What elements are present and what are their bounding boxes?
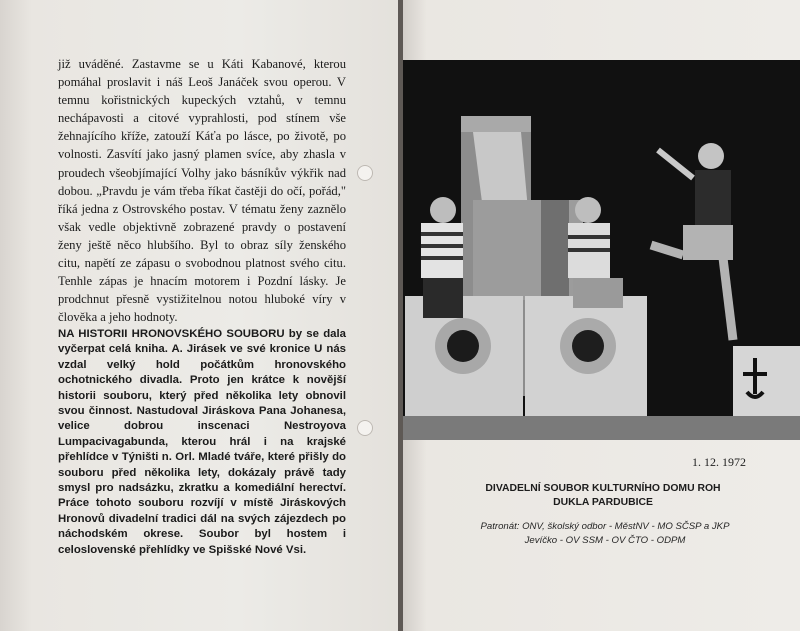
patron-line-1: Patronát: ONV, školský odbor - MěstNV - MO SČSP a JKP <box>480 521 730 532</box>
headline-line-1: DIVADELNÍ SOUBOR KULTURNÍHO DOMU ROH <box>485 483 721 494</box>
headline-line-2: DUKLA PARDUBICE <box>553 497 653 508</box>
performance-date: 1. 12. 1972 <box>692 455 746 469</box>
punch-hole <box>357 420 373 436</box>
stage-scene-image <box>403 60 800 440</box>
patron-line-2: Jevíčko - OV SSM - OV ČTO - ODPM <box>524 534 686 546</box>
left-page <box>0 0 398 631</box>
ensemble-headline <box>453 482 753 510</box>
patronage-note <box>445 520 765 547</box>
stage-photograph <box>403 60 800 440</box>
punch-hole <box>357 165 373 181</box>
body-paragraph-2: NA HISTORII HRONOVSKÉHO SOUBORU by se dala vyčerpat celá kniha. A. Jirásek ve své kronice U nás vzdal velký hold počátkům hronovského ochotnického divadla. Proto jen krátce k novější historii souboru, který před několika lety obnovil svou činnost. Nastudoval Jiráskova Pana Johanesa, velice dobrou inscenaci Nestroyova Lumpacivagabunda, kterou hrál i na krajské přehlídce v Týništi n. Orl. Mladé tváře, které přišly do souboru před několika lety, dokázaly právě tady smysl pro nadsázku, zkratku a komediální herectví. Práce tohoto souboru rozvíjí v místě Jiráskových Hronovů divadelní tradici dál na svých zájezdech po náchodském okrese. Soubor byl hostem i celoslovenské přehlídky ve Spišské Nové Vsi. <box>58 328 346 556</box>
body-paragraph-1: již uváděné. Zastavme se u Káti Kabanové, kterou pomáhal proslavit i náš Leoš Janáček svou operou. V temnu kořistnických kupeckých vztahů, v temnu nechápavosti a citové vyprahlosti, pod stínem vše žehnajícího kříže, zatouží Káťa po lásce, po životě, po volnosti. Zasvítí jako jasný plamen svíce, aby zhasla v proudech všeobjímající Volhy jako básníkův výkřik nad dobou. „Pravdu je vám třeba říkat častěji do očí, pořád," říká jedna z Ostrovského postav. V tématu ženy zaznělo však vedle objektivně zobrazené pravdy o postavení ženy ještě něco hlubšího. Byl to obraz síly ženského citu, napětí ze zápasu o svobodnou platnost svého citu. Tenhle zápas je hnacím motorem i Pozdní lásky. Je prodchnut přesně vystižitelnou notou hluboké víry v člověka a jeho hodnoty. <box>58 57 346 325</box>
